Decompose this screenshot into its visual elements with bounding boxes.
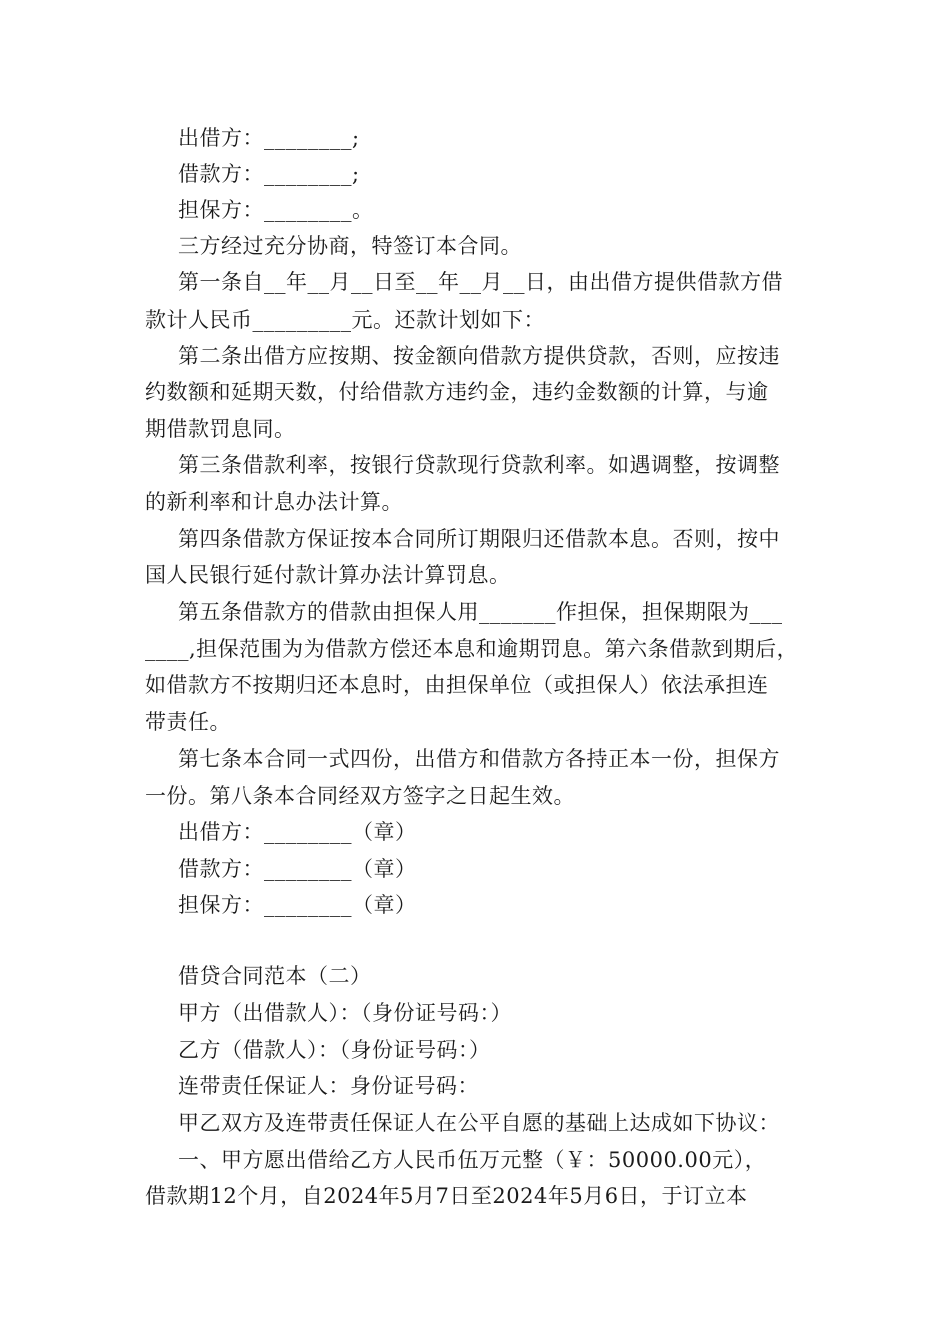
clause-2-line-3: 期借款罚息同。 — [145, 417, 296, 441]
clause-5-line-1: 第五条借款方的借款由担保人用_______作担保，担保期限为___ — [178, 600, 783, 624]
party-b-line: 乙方（借款人）：（身份证号码：） — [178, 1038, 491, 1062]
clause-1-line-2: 款计人民币_________元。还款计划如下： — [145, 308, 545, 332]
clause-7-line-1: 第七条本合同一式四份，出借方和借款方各持正本一份，担保方 — [178, 747, 780, 771]
clause-5-line-2: ____,担保范围为为借款方偿还本息和逾期罚息。第六条借款到期后， — [145, 637, 799, 661]
clause-2-line-1: 第二条出借方应按期、按金额向借款方提供贷款，否则，应按违 — [178, 344, 780, 368]
party-a-line: 甲方（出借款人）：（身份证号码：） — [178, 1001, 512, 1025]
clause-2-line-2: 约数额和延期天数，付给借款方违约金，违约金数额的计算，与逾 — [145, 380, 769, 404]
clause-4-line-1: 第四条借款方保证按本合同所订期限归还借款本息。否则，按中 — [178, 527, 780, 551]
section-2-title: 借贷合同范本（二） — [178, 964, 372, 988]
signature-borrower: 借款方：________（章） — [178, 857, 417, 881]
item-1-line-1: 一、甲方愿出借给乙方人民币伍万元整（￥：50000.00元）， — [178, 1148, 767, 1172]
signature-guarantor: 担保方：________（章） — [178, 893, 417, 917]
guarantor-line: 担保方：________。 — [178, 198, 374, 222]
lender-line: 出借方：________; — [178, 126, 360, 150]
borrower-line: 借款方：________; — [178, 162, 360, 186]
agreement-intro: 甲乙双方及连带责任保证人在公平自愿的基础上达成如下协议： — [178, 1111, 780, 1135]
signature-lender: 出借方：________（章） — [178, 820, 417, 844]
clause-7-line-2: 一份。第八条本合同经双方签字之日起生效。 — [145, 784, 575, 808]
intro-paragraph: 三方经过充分协商，特签订本合同。 — [178, 234, 522, 258]
clause-1-line-1: 第一条自__年__月__日至__年__月__日，由出借方提供借款方借 — [178, 270, 783, 294]
clause-5-line-4: 带责任。 — [145, 710, 231, 734]
item-1-line-2: 借款期12个月，自2024年5月7日至2024年5月6日，于订立本 — [145, 1184, 748, 1208]
clause-3-line-2: 的新利率和计息办法计算。 — [145, 490, 403, 514]
clause-5-line-3: 如借款方不按期归还本息时，由担保单位（或担保人）依法承担连 — [145, 673, 769, 697]
clause-4-line-2: 国人民银行延付款计算办法计算罚息。 — [145, 563, 511, 587]
clause-3-line-1: 第三条借款利率，按银行贷款现行贷款利率。如遇调整，按调整 — [178, 453, 780, 477]
guarantor-id-line: 连带责任保证人：身份证号码： — [178, 1074, 479, 1098]
